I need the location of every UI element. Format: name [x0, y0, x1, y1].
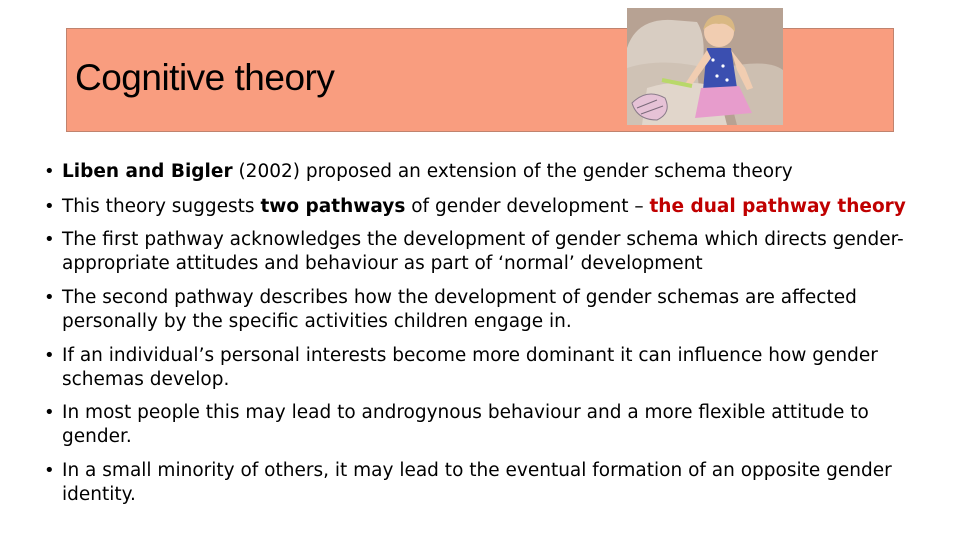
bullet-bold-text: two pathways: [260, 196, 406, 217]
bullet-text: The second pathway describes how the development of gender schemas are affected personally by the specific activities children engage in.: [62, 287, 857, 332]
bullet-dot-icon: •: [44, 161, 55, 182]
slide-title: Cognitive theory: [75, 57, 335, 98]
bullet-dot-icon: •: [44, 345, 55, 366]
bullet-item: [44, 160, 940, 184]
bullet-item: [44, 459, 940, 507]
bullet-text: In a small minority of others, it may lead to the eventual formation of an opposite gender identity.: [62, 460, 892, 505]
bullet-item: [44, 344, 940, 392]
bullet-dot-icon: •: [44, 196, 55, 217]
bullet-highlight-text: the dual pathway theory: [649, 196, 906, 217]
bullet-dot-icon: •: [44, 229, 55, 250]
bullet-item: [44, 228, 940, 276]
bullet-dot-icon: •: [44, 402, 55, 423]
bullet-text: The first pathway acknowledges the development of gender schema which directs gender-appropriate attitudes and behaviour as part of ‘normal’ development: [62, 229, 904, 274]
bullet-item: [44, 401, 940, 449]
bullet-text: This theory suggests: [62, 196, 261, 217]
bullet-text: If an individual’s personal interests become more dominant it can influence how gender schemas develop.: [62, 345, 878, 390]
bullet-dot-icon: •: [44, 460, 55, 481]
child-photo: [627, 8, 783, 125]
bullet-text: of gender development –: [405, 196, 650, 217]
bullet-item: [44, 286, 940, 334]
bullet-text: In most people this may lead to androgynous behaviour and a more flexible attitude to gender.: [62, 402, 869, 447]
bullet-bold-text: Liben and Bigler: [62, 161, 233, 182]
bullet-text: (2002) proposed an extension of the gender schema theory: [232, 161, 793, 182]
bullet-dot-icon: •: [44, 287, 55, 308]
bullet-item: [44, 195, 940, 219]
bullet-list: [44, 160, 940, 507]
